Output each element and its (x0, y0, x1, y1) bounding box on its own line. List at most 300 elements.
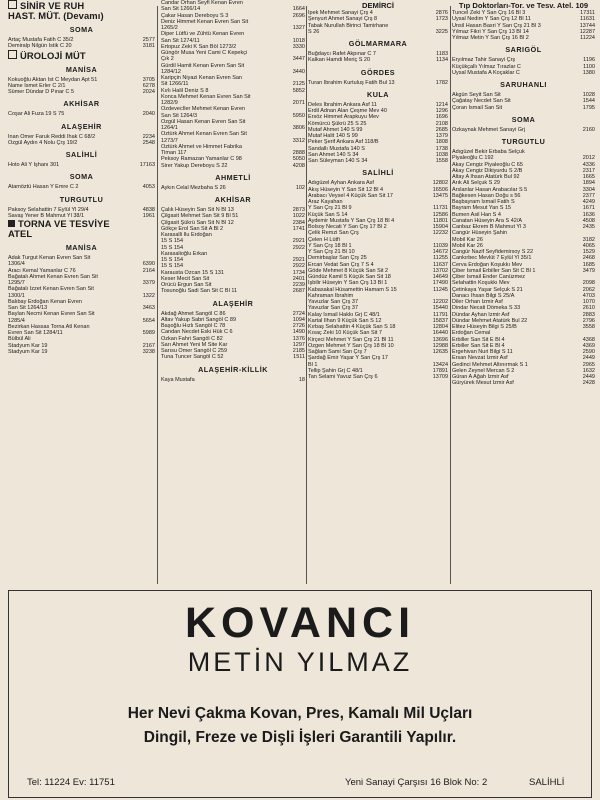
listing-phone: 1297 (292, 341, 305, 348)
listing-name-address: Elitez Hüseyin Bilgi S 25/B (452, 324, 517, 330)
listing-name-address: Gelen Zeynel Mercan S 2 (452, 367, 515, 374)
listing-name-address: Coşar Ali Fuza 19 S 75 (8, 111, 65, 118)
listing-name-address: Danacı İhsan Bilgi S 25/A (452, 292, 515, 299)
listing-phone: 2040 (142, 111, 155, 118)
listing-entry (308, 57, 448, 63)
listing-name-address: Çık 2 (161, 56, 174, 63)
listing-name-address: Demiralp Nilgün İstik C 20 (8, 43, 72, 50)
listing-phone: 14649 (432, 274, 448, 280)
listing-name-address: Başbayram İsmail Fatih S (452, 199, 515, 205)
town-heading: AKHİSAR (63, 99, 100, 109)
listing-phone: 2164 (142, 267, 155, 274)
listing-name-address: Mobil Kar 26 (452, 242, 483, 249)
listing-name-address: Kısaç Zeki 10 Küçük San Sit 7 (308, 330, 382, 337)
listing-name-address: Kalkan Hamdi Meriç S 20 (308, 57, 371, 64)
directory-column-4 (452, 0, 595, 584)
listing-phone: 4053 (142, 184, 155, 191)
listing-name-address: San Sit 1264/3 (161, 112, 198, 119)
listing-phone: 18 (298, 376, 305, 383)
listing-name-address: Özgen Mehmet Y San Çrş 18 Bl 10 (308, 342, 394, 349)
listing-name-address: Öztürk Ahmet Kenan Evren San Sit (161, 131, 247, 138)
listing-phone: 1490 (292, 329, 305, 336)
listing-phone: 3558 (582, 324, 595, 330)
listing-phone: 1511 (293, 354, 305, 361)
listing-name-address: Tan Selami Yavuz San Çrş 6 (308, 374, 378, 380)
listing-name-address: Küçük San S 14 (308, 211, 348, 218)
listing-name-address: Aydemir Mustafa Y San Çrş 18 Bl 4 (308, 217, 395, 224)
listing-name-address: S 26 (308, 28, 320, 35)
listing-phone: 2125 (292, 81, 305, 88)
ad-owner-name: METİN YILMAZ (187, 647, 413, 677)
listing-phone: 5989 (142, 330, 155, 336)
listing-phone: 11224 (580, 35, 595, 41)
listing-name-address: Balıbay Erdoğan Kenan Evren (8, 298, 82, 305)
listing-name-address: Mutaf Ahmet 140 S 99 (308, 126, 363, 133)
listing-phone: 3304 (582, 186, 595, 193)
listing-phone: 1961 (142, 212, 155, 219)
directory-column-1 (8, 0, 155, 584)
listing-name-address: Sümer Dündar D Pınar C 5 (8, 89, 75, 95)
checkbox-square-icon (8, 50, 17, 59)
listing-name-address: Diler Orhan İzmir Asf (452, 299, 503, 305)
listing-name-address: Erbiller San Sit E Bl 4 (452, 336, 505, 343)
listing-name-address: Sirer Yakup Dereboyu S 22 (161, 162, 228, 169)
listing-name-address: Şardağ Emir Yaşar Y San Çrş 17 (308, 355, 388, 362)
listing-phone: 3312 (292, 137, 305, 144)
listing-name-address: Özkaynak Mehmet Sanayi Grj (452, 126, 526, 133)
listing-name-address: 1273/7 (161, 137, 178, 144)
listing-entry (161, 185, 305, 191)
listing-phone: 1038 (435, 151, 448, 158)
listing-entry (161, 354, 305, 360)
town-heading: MANİSA (65, 64, 98, 74)
listing-name-address: Cerva Erdoğan Koşukkı Mev (452, 261, 523, 268)
listing-name-address: Uysal Mustafa A Koçaklar C (452, 69, 520, 76)
listing-name-address: Özgül Aydın 4 Nolu Çrş 19/2 (8, 139, 78, 146)
listing-phone: 1529 (582, 249, 595, 255)
listing-phone: 2024 (142, 89, 155, 95)
listing-phone: 4249 (582, 199, 595, 205)
listing-name-address: Özdevecİler Mehmet Kenan Evren (161, 106, 246, 113)
listing-name-address: Akdağ Ahmet Sangöl C 86 (161, 310, 226, 317)
listing-name-address: Karausta Özcan 15 S 131 (161, 269, 224, 276)
listing-phone: 12287 (579, 28, 595, 35)
listing-phone: 2577 (142, 37, 155, 43)
listing-name-address: Kabasakal Hüsamettin Hamam S 15 (308, 286, 397, 293)
listing-phone: 2401 (292, 275, 305, 282)
listing-name-address: Aykın Celal Mezbaha S 26 (161, 184, 226, 191)
listing-phone: 17163 (139, 162, 155, 168)
listing-name-address: Ersöz Himmet Arapkuyu Mev (308, 114, 379, 121)
listing-name-address: Tosunoğlu Sadi San Sit C Bl 11 (161, 288, 238, 295)
listing-entry (452, 105, 595, 111)
listing-phone: 1734 (292, 269, 305, 276)
kovanci-advertisement (8, 590, 592, 798)
listing-name-address: Çoran İsmail San Sit (452, 104, 503, 111)
listing-entry (161, 377, 305, 383)
listing-phone: 2098 (582, 280, 595, 287)
listing-phone: 2696 (292, 12, 305, 19)
ad-city: SALİHLİ (529, 777, 565, 788)
listing-phone: 2883 (582, 311, 595, 318)
filled-square-icon (8, 220, 15, 227)
listing-entry (308, 158, 448, 164)
listing-name-address: İşbilir Hüseyin Y San Çrş 13 Bl 1 (308, 280, 388, 287)
listing-phone: 1327 (292, 25, 305, 31)
listing-entry (8, 89, 155, 95)
listing-phone: 2685 (435, 126, 448, 133)
listing-name-address: Paksoy Selahattin 7 Eylül Yl 29/4 (8, 206, 89, 213)
listing-name-address: Tuna Tuncer Sangöl C 52 (161, 354, 224, 361)
listing-phone: 2468 (582, 255, 595, 262)
listing-phone: 2428 (582, 380, 595, 387)
listing-name-address: Cangür Nazif Seyfidemirsoy S 22 (452, 249, 534, 255)
listing-phone: 4208 (292, 162, 305, 169)
listing-name-address: Stadyum Kar 19 (8, 348, 48, 355)
listing-phone: 11245 (433, 286, 448, 293)
listing-phone: 3705 (142, 76, 155, 83)
listing-name-address: 1284/12 (161, 68, 181, 75)
listing-name-address: Y San Çrş 21 Bl 10 (308, 249, 355, 255)
listing-phone: 1379 (435, 133, 448, 139)
checkbox-square-icon (8, 0, 17, 9)
listing-name-address: Kirçeci Mehmet Y San Çrş 21 Bl 11 (308, 336, 394, 343)
town-heading: TURGUTLU (501, 137, 546, 146)
listing-name-address: Karipçin Niyazi Kenan Evren San (161, 75, 243, 81)
listing-entry (8, 162, 155, 168)
town-heading: AKHİSAR (214, 195, 252, 204)
listing-phone: 3479 (582, 267, 595, 274)
listing-entry (161, 163, 305, 169)
listing-phone: 2876 (435, 10, 448, 16)
town-heading: SOMA (511, 114, 536, 124)
listing-phone: 2108 (435, 120, 448, 127)
listing-name-address: Demirbaşlar San Çrş 25 (308, 255, 367, 262)
listing-name-address: Örücü Ergun San Sit (161, 282, 212, 288)
listing-phone: 2317 (582, 167, 595, 174)
listing-phone: 2435 (582, 224, 595, 230)
listing-name-address: Şenyurt Ahmet Sanayi Çrş 8 (308, 16, 378, 23)
category-heading-text: HAST. MÜT. (Devamı) (8, 10, 104, 21)
listing-phone: 3806 (292, 125, 305, 131)
directory-column-3 (308, 0, 448, 584)
listing-name-address: Bağatalı İzzet Kenan Evren San Sit (8, 286, 94, 293)
listing-name-address: Arabacı Veysel 4 Küçük San Sit 17 (308, 192, 393, 199)
listing-name-address: Gökçe Erol San Sit A Bl 2 (161, 225, 224, 232)
listing-name-address: Çalık Hüseyin San Sit N Bl 13 (161, 207, 234, 213)
listing-name-address: Canbaz Ekrem B Mahmut Yl 3 (452, 224, 526, 230)
listing-name-address: Akış Hüseyin Y San Sit 12 Bl 4 (308, 186, 384, 193)
listing-phone: 2449 (582, 355, 595, 362)
listing-phone: 2062 (582, 286, 595, 293)
listing-name-address: Arslanlar Hasan Arabacılar S 5 (452, 186, 528, 193)
listing-name-address: San Sit 1274/11 (161, 37, 200, 44)
running-header: Tıp Doktorları-Tor. ve Tesv. Atel. 109 (458, 1, 589, 10)
listing-name-address: San Süleyman 140 S 34 (308, 158, 368, 164)
listing-entry (308, 80, 448, 86)
listing-name-address: Bumen Asil Han S 4 (452, 211, 501, 218)
listing-phone: 1558 (435, 158, 448, 164)
listing-name-address: 15 S 154 (161, 257, 184, 263)
listing-entry (8, 140, 155, 146)
listing-name-address: 15 S 154 (161, 263, 184, 270)
listing-name-address: Karasalli Ilu Erdoğan (161, 232, 212, 238)
listing-name-address: Çelik Remzi San Çrş (308, 230, 359, 237)
listing-name-address: Stadyum Kar 19 (8, 342, 48, 349)
listing-phone: 2590 (582, 349, 595, 355)
listing-phone: 3379 (142, 280, 155, 286)
listing-phone: 1183 (436, 51, 448, 57)
listing-name-address: Hoto Ali Y İşhanı 301 (8, 162, 60, 168)
listing-name-address: Eryılmaz Tahir Sanayi Çrş (452, 57, 516, 64)
listing-phone: 13696 (432, 336, 448, 343)
listing-name-address: Tabak Nurullah Birinci Tamirhane (308, 22, 389, 29)
listing-phone: 1664 (292, 6, 305, 13)
listing-name-address: Buğdaycı Rafet Akpınar C 7 (308, 51, 376, 57)
listing-phone: 4336 (582, 161, 595, 168)
listing-name-address: Özgül Hasan Kenan Evren San Sit (161, 118, 246, 125)
listing-phone: 1094 (292, 316, 305, 323)
category-heading (8, 11, 155, 21)
listing-name-address: İnan Ömer Faruk Reddi İhak C 68/2 (8, 133, 96, 140)
listing-name-address: Arık Ali Selçuk S 29 (452, 180, 500, 187)
town-heading: SALİHLİ (362, 168, 394, 178)
listing-name-address: Dindar Necati Dömeka S 33 (452, 305, 521, 312)
listing-name-address: Başoğlu Hızlı Sangöl C 78 (161, 323, 226, 329)
listing-phone: 1741 (292, 225, 305, 232)
listing-name-address: San Sit 1266/14 (161, 6, 201, 13)
town-heading: MANİSA (65, 243, 98, 252)
listing-name-address: Kırlı Halil Deniz S 8 (161, 87, 209, 94)
listing-name-address: Y San Çrş 21 Bl 9 (308, 205, 352, 212)
listing-phone: 1738 (435, 145, 448, 152)
listing-name-address: Tuncel Zeki Y San Çrş 16 Bl 3 (452, 10, 526, 16)
listing-name-address: Altav Yakup Sabri Sangöl C 89 (161, 316, 237, 323)
listing-phone: 15904 (432, 224, 448, 230)
listing-name-address: Candar Orhan Seyfi Kenan Evren (161, 0, 243, 6)
listing-name-address: Güngör Musa Yeni Cami C Kepekçi (161, 50, 248, 56)
listing-phone: 12232 (432, 230, 448, 237)
listing-name-address: Aracı Kemal Yamanlar C 76 (8, 267, 76, 274)
listing-name-address: 1295/7 (8, 280, 25, 286)
listing-phone: 1782 (435, 79, 448, 86)
listing-name-address: Cankırbec Mevlüt 7 Eylül Yl 35/1 (452, 255, 532, 262)
listing-name-address: Yılmaz Metin Y San Çrş 16 Bl 2 (452, 35, 529, 41)
listing-name-address: Çelen H Lütfi (308, 236, 340, 243)
listing-name-address: Gündüz Kamil 5 Küçük San Sit 18 (308, 274, 391, 280)
listing-name-address: Adıgüzel Ayhan Ankara Asf (308, 180, 374, 187)
town-heading: SOMA (69, 172, 94, 182)
listing-name-address: Çetinkaya Yaşar Selçuk S 21 (452, 286, 523, 293)
listing-phone: 1028 (582, 92, 595, 98)
listing-phone: 2726 (292, 323, 305, 329)
listing-phone: 4368 (582, 336, 595, 343)
category-heading (8, 50, 155, 61)
town-heading: GÖLMARMARA (348, 39, 408, 48)
listing-name-address: Peker Şerif Ankara Asf 118/B (308, 139, 379, 146)
listing-phone: 13702 (432, 267, 448, 274)
listing-phone: 3440 (292, 68, 305, 75)
listing-phone: 14672 (432, 249, 448, 255)
listing-phone: 2167 (142, 342, 155, 349)
listing-entry (452, 70, 595, 76)
listing-name-address: Name İsmet Erler C 2/1 (8, 82, 66, 89)
listing-phone: 15837 (432, 317, 448, 324)
listing-name-address: Güran A Ağah İzmir Asf (452, 374, 509, 380)
listing-entry (8, 184, 155, 190)
listing-name-address: Sağlam Sami San Çrş 7 (308, 349, 367, 355)
town-heading: ALAŞEHİR-KİLLİK (198, 364, 268, 374)
listing-name-address: Bezirkan Hassas Torna Atl Kenan (8, 323, 90, 330)
listing-phone: 16506 (432, 186, 448, 193)
listing-phone: 11791 (433, 311, 448, 318)
listing-name-address: Bülbül Ali (8, 336, 31, 343)
listing-name-address: Kokuoğlu Aktan İst C Meydan Apt 51 (8, 76, 98, 83)
category-heading-text: ÜROLOJİ MÜT (20, 49, 86, 61)
listing-phone: 102 (295, 184, 305, 191)
listing-name-address: Ergehivan Nuri Bilgi S 11 (452, 349, 513, 355)
listing-name-address: Atamöztü Hasan Y Emre C 2 (8, 184, 79, 191)
listing-phone: 1018 (292, 37, 305, 44)
listing-phone: 11731 (433, 205, 448, 212)
listing-phone: 2071 (292, 100, 305, 106)
listing-name-address: Sarısu Ömer Sangöl C 259 (161, 348, 228, 354)
listing-phone: 3238 (142, 348, 155, 355)
town-heading: TURGUTLU (59, 194, 104, 204)
listing-phone: 1671 (582, 205, 595, 212)
listing-phone: 4369 (582, 342, 595, 349)
listing-name-address: 1300/1 (8, 292, 25, 299)
listing-name-address: Bolsoy Necati Y San Çrş 17 Bl 2 (308, 224, 387, 230)
listing-phone: 5950 (292, 112, 305, 119)
listing-name-address: Kaya Mustafa (161, 376, 195, 383)
category-heading (8, 229, 155, 239)
listing-phone: 1196 (583, 57, 595, 64)
ad-services-line-1: Her Nevi Çakma Kovan, Pres, Kamalı Mil Uçları (127, 705, 473, 722)
listing-phone: 1544 (582, 98, 595, 105)
listing-name-address: Özkan Fahri Sangöl C 82 (161, 335, 223, 342)
listing-phone: 2921 (292, 238, 305, 245)
listing-name-address: Kalay İsmail Hakkı Grj C 48/1 (308, 311, 380, 318)
listing-name-address: Ertopuz Zeki K San Böl 1273/2 (161, 43, 237, 50)
listing-phone: 11637 (433, 261, 448, 268)
listing-name-address: Öztürk Ahmet ve Himmet Fabrika (161, 143, 242, 150)
listing-name-address: Çağatay Necdet San Sit (452, 98, 511, 105)
listing-phone: 12635 (432, 349, 448, 355)
category-heading-text: ATEL (8, 228, 33, 239)
town-heading: GÖRDES (360, 67, 396, 77)
listing-phone: 1134 (436, 57, 448, 64)
listing-phone: 1685 (582, 261, 595, 268)
listing-phone: 2012 (582, 155, 595, 162)
listing-name-address: Erdil Adnan Alan Çeşme Mev 40 (308, 108, 387, 114)
town-heading: SALİHLİ (65, 150, 98, 159)
town-heading: SARUHANLI (500, 80, 547, 89)
listing-phone: 1214 (435, 101, 448, 108)
running-header: DEMİRCİ (361, 1, 395, 10)
listing-phone: 5654 (142, 317, 155, 324)
listing-name-address: Mobil Kar 26 (452, 236, 483, 243)
listing-phone: 13424 (432, 361, 448, 368)
listing-name-address: Candan Necdet Eski Hük C 6 (161, 329, 233, 336)
listing-phone: 13475 (432, 192, 448, 199)
listing-entry (452, 127, 595, 133)
listing-phone: 2239 (292, 282, 305, 288)
listing-phone: 12586 (432, 211, 448, 218)
listing-name-address: Sandallı Mustafa 140 S (308, 145, 365, 152)
listing-name-address: Kırbaş Selahattin 4 Küçük San S 18 (308, 324, 396, 330)
listing-name-address: Selahattin Koşukkı Mev (452, 280, 510, 287)
column-divider (450, 6, 451, 584)
listing-phone: 4065 (582, 242, 595, 249)
town-heading: SARIGÖL (505, 45, 542, 55)
listing-name-address: Timan 117 (161, 150, 187, 156)
listing-phone: 2449 (582, 374, 595, 380)
listing-phone: 1322 (142, 292, 155, 299)
listing-name-address: Çakar Hasan Dereboyu S 3 (161, 12, 229, 19)
listing-entry (308, 374, 448, 380)
listing-name-address: Y San Çrş 18 Bl 1 (308, 242, 352, 249)
listing-entry (8, 349, 155, 355)
listing-name-address: Deniz Himmet Kenan Evren San Sit (161, 18, 249, 25)
listing-name-address: Baylan Necmi Kenan Evren San Sit (8, 311, 95, 318)
listing-name-address: Artaç Mustafa Fatih C 35/2 (8, 37, 74, 43)
listing-phone: 1376 (292, 335, 305, 342)
listing-phone: 11631 (580, 16, 595, 23)
listing-name-address: Deles İbrahim Ankara Asf 11 (308, 101, 377, 108)
listing-name-address: Göde Mehmet 8 Küçük San Sit 2 (308, 267, 389, 274)
listing-name-address: Ersan Nevzat İzmir Asf (452, 355, 508, 362)
town-heading: SOMA (69, 25, 94, 34)
listing-phone: 6278 (142, 82, 155, 89)
listing-phone: 2965 (582, 361, 595, 368)
listing-phone: 1070 (582, 299, 595, 305)
listing-phone: 4703 (582, 292, 595, 299)
listing-phone: 16440 (432, 330, 448, 337)
listing-phone: 1380 (582, 69, 595, 76)
listing-phone: 3182 (582, 236, 595, 243)
listing-phone: 2234 (142, 133, 155, 140)
listing-name-address: Çilgasit Şükrü San Sit N Bl 12 (161, 219, 234, 226)
listing-name-address: Diper Lütfü ve Zühtü Kenan Evren (161, 31, 245, 38)
listing-name-address: Dündar Mehmet Atatürk Bul 22 (452, 317, 528, 324)
directory-column-2 (161, 0, 305, 584)
listing-phone: 12202 (432, 299, 448, 305)
listing-name-address: Savaş Yener B Mahmut Yl 38/1 (8, 212, 85, 219)
listing-phone: 2687 (292, 288, 305, 295)
listing-name-address: Çiber İsmail Ender Canüzmez (452, 274, 526, 280)
listing-phone: 1296 (435, 108, 448, 114)
listing-phone: 3225 (435, 28, 448, 35)
listing-phone: 4508 (582, 217, 595, 224)
listing-phone: 1808 (435, 139, 448, 146)
category-heading-text: TORNA VE TESVİYE (18, 218, 110, 229)
listing-phone: 13709 (432, 374, 448, 380)
listing-name-address: 1282/9 (161, 100, 178, 106)
listing-phone: 2796 (582, 317, 595, 324)
listing-name-address: 1264/1 (161, 125, 178, 131)
listing-phone: 12988 (432, 342, 448, 349)
listing-name-address: San Ahmet 140 S 34 (308, 151, 359, 158)
listing-name-address: 1265/2 (161, 25, 178, 31)
listing-name-address: Çilgasit Mehmet San Sit 9 Bl 51 (161, 213, 239, 220)
listing-phone: 2888 (292, 150, 305, 156)
listing-phone: 1665 (582, 174, 595, 180)
listing-name-address: Piyaleoğlu C 192 (452, 155, 494, 162)
town-heading: ALAŞEHİR (61, 121, 102, 131)
listing-name-address: 1285/4 (8, 317, 25, 324)
listing-name-address: Adak Turgut Kenan Evren San Sit (8, 255, 91, 261)
